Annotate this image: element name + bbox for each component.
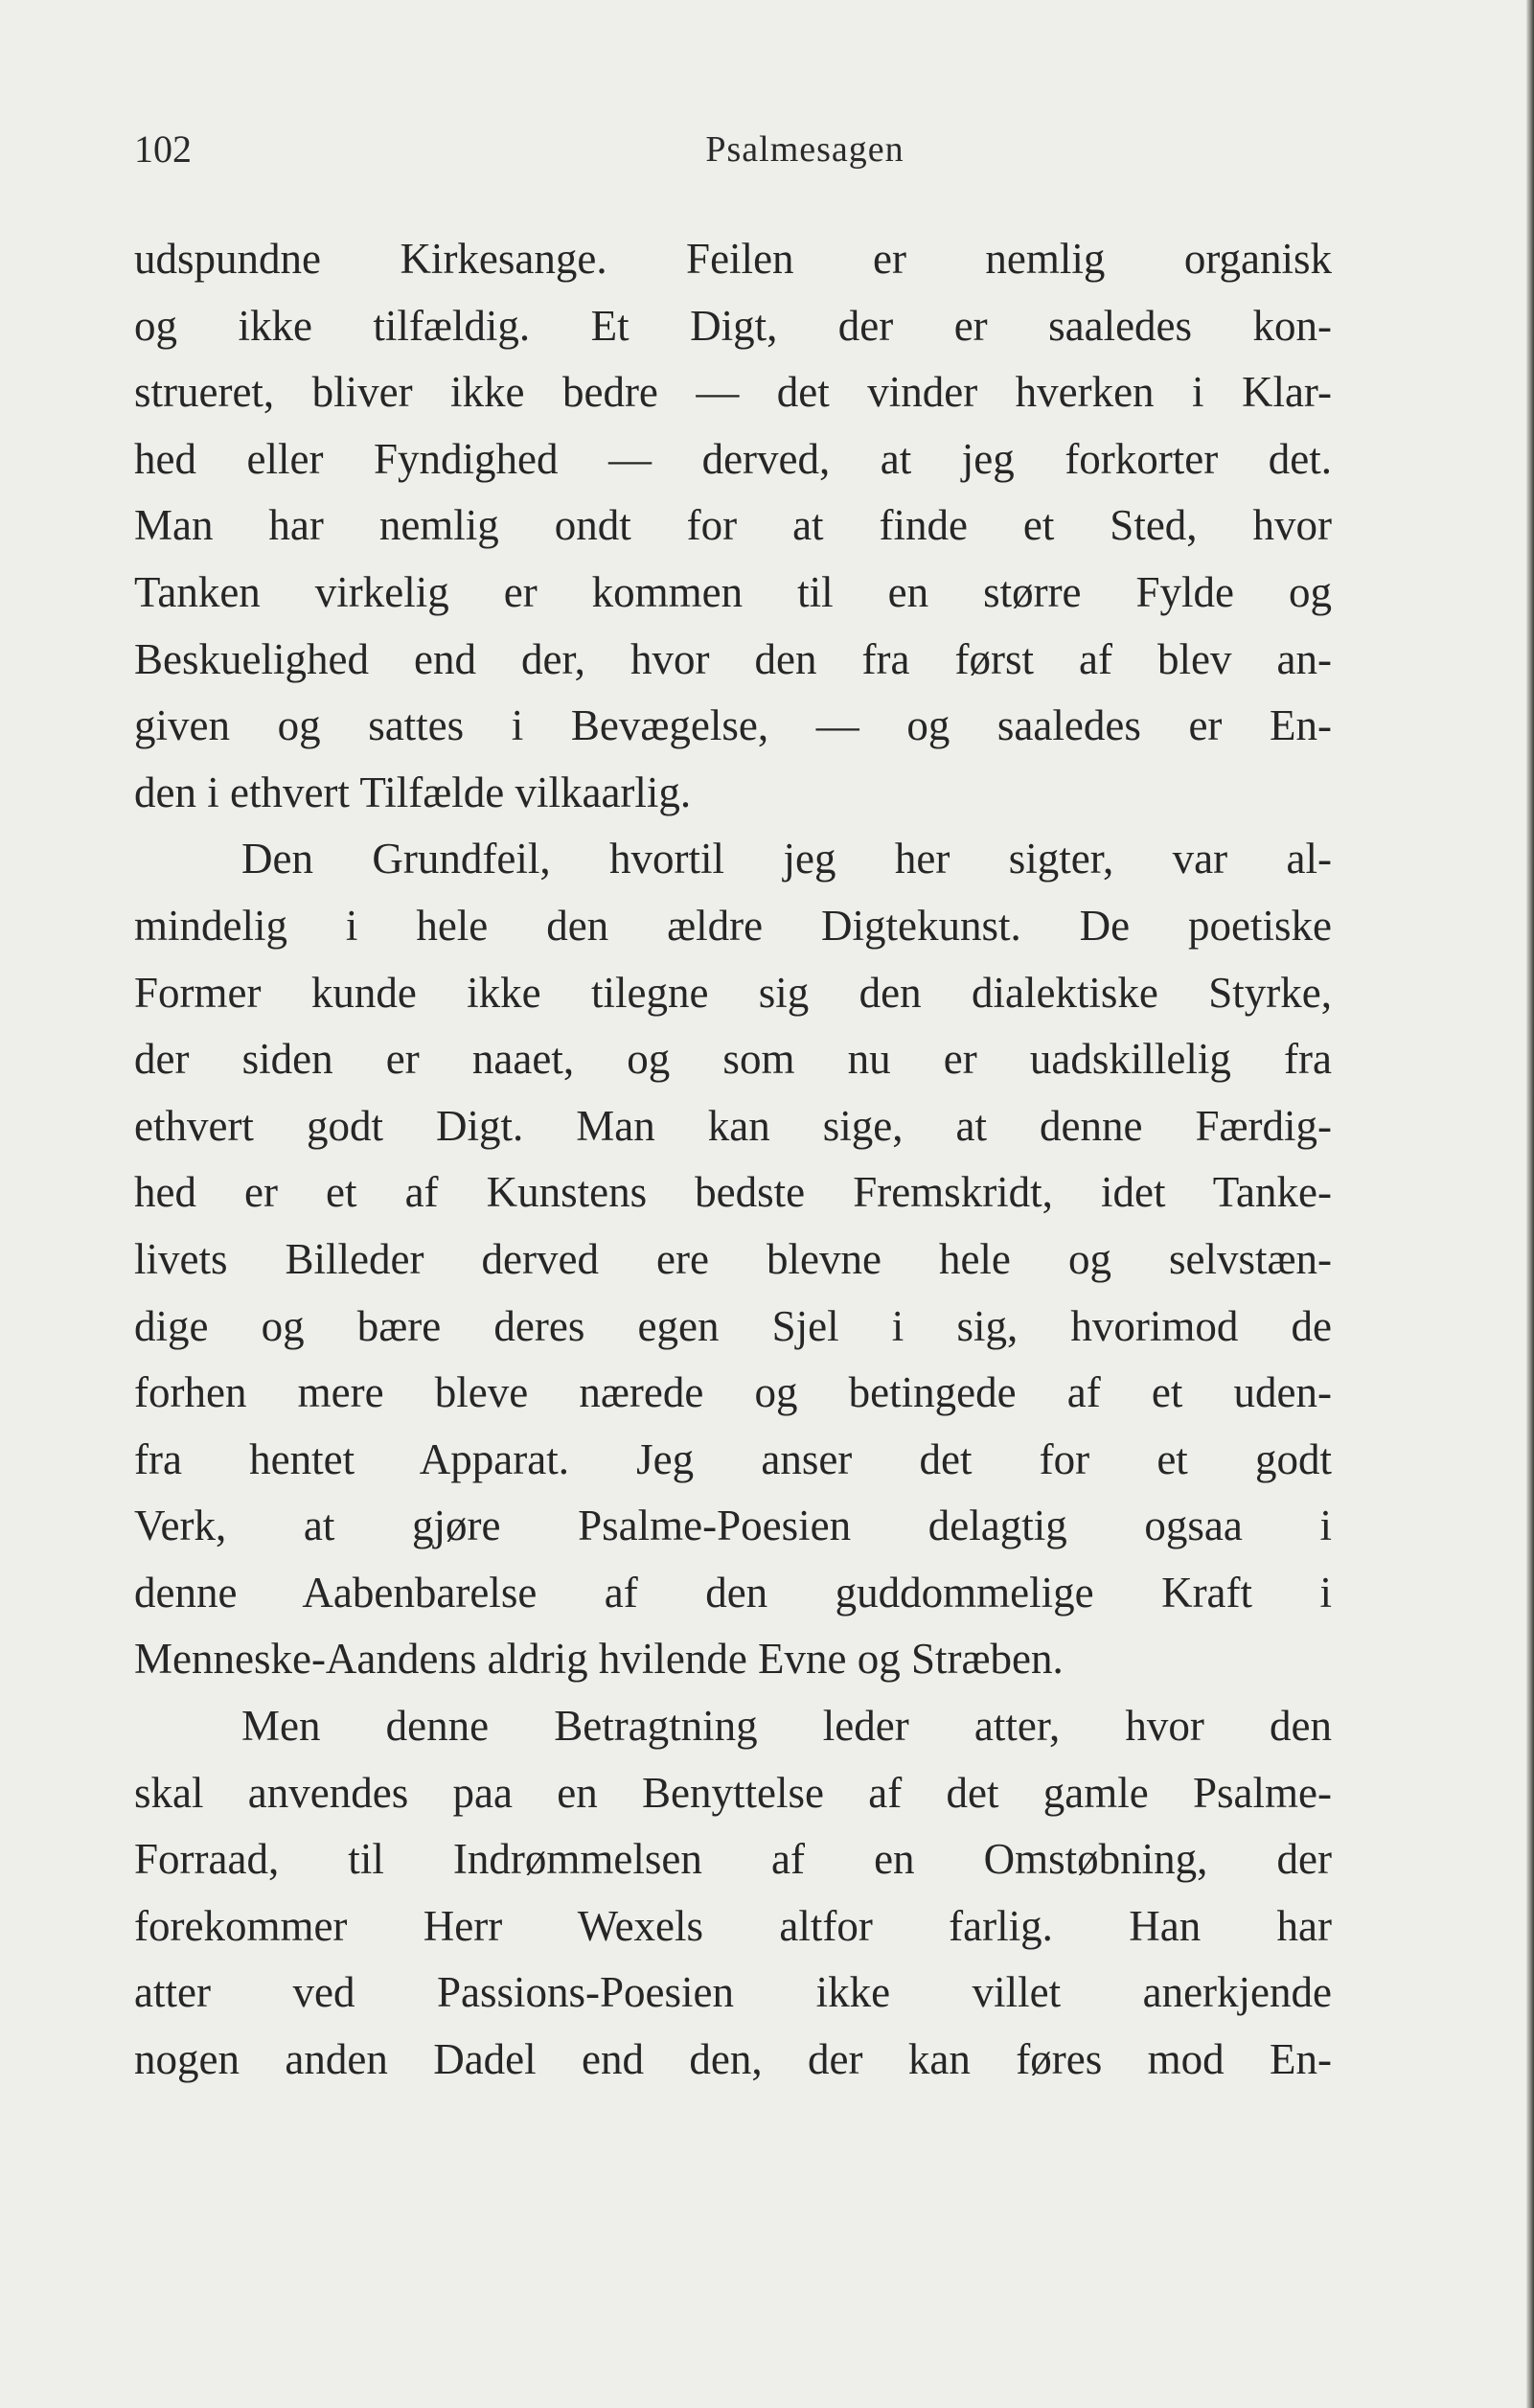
text-line: livets Billeder derved ere blevne hele og selvstæn-	[134, 1234, 1332, 1283]
text-line: den i ethvert Tilfælde vilkaarlig.	[134, 768, 692, 816]
page-edge-shadow	[1526, 0, 1534, 2408]
text-line: skal anvendes paa en Benyttelse af det gamle Psalme-	[134, 1768, 1332, 1817]
text-line: Beskuelighed end der, hvor den fra først af blev an-	[134, 634, 1332, 683]
text-line: Men denne Betragtning leder atter, hvor den	[241, 1702, 1332, 1751]
text-line: forhen mere bleve nærede og betingede af et uden-	[134, 1368, 1332, 1417]
text-line: Tanken virkelig er kommen til en større Fylde og	[134, 567, 1332, 616]
page-number: 102	[134, 127, 192, 171]
text-line: nogen anden Dadel end den, der kan føres mod En-	[134, 2035, 1332, 2084]
text-line: atter ved Passions-Poesien ikke villet anerkjende	[134, 1968, 1332, 2017]
text-line: hed er et af Kunstens bedste Fremskridt, idet Tanke-	[134, 1168, 1332, 1217]
text-line: der siden er naaet, og som nu er uadskillelig fra	[134, 1035, 1332, 1084]
text-line: given og sattes i Bevægelse, — og saaledes er En-	[134, 701, 1332, 750]
body-text	[134, 226, 1332, 2094]
text-line: og ikke tilfældig. Et Digt, der er saaledes kon-	[134, 301, 1332, 350]
text-line: forekommer Herr Wexels altfor farlig. Han har	[134, 1901, 1332, 1950]
text-line: ethvert godt Digt. Man kan sige, at denne Færdig-	[134, 1101, 1332, 1150]
text-line: Man har nemlig ondt for at finde et Sted, hvor	[134, 501, 1332, 550]
text-line: udspundne Kirkesange. Feilen er nemlig organisk	[134, 235, 1332, 283]
text-line: mindelig i hele den ældre Digtekunst. De poetiske	[134, 901, 1332, 950]
text-line: dige og bære deres egen Sjel i sig, hvorimod de	[134, 1301, 1332, 1350]
text-line: hed eller Fyndighed — derved, at jeg forkorter det.	[134, 434, 1332, 483]
text-line: Verk, at gjøre Psalme-Poesien delagtig ogsaa i	[134, 1502, 1332, 1550]
text-line: denne Aabenbarelse af den guddommelige Kraft i	[134, 1568, 1332, 1617]
text-line: Forraad, til Indrømmelsen af en Omstøbning, der	[134, 1835, 1332, 1884]
text-line: Former kunde ikke tilegne sig den dialektiske Styrke,	[134, 968, 1332, 1017]
text-line: fra hentet Apparat. Jeg anser det for et godt	[134, 1434, 1332, 1483]
text-line: Den Grundfeil, hvortil jeg her sigter, var al-	[241, 835, 1332, 883]
text-line: Menneske-Aandens aldrig hvilende Evne og Stræben.	[134, 1635, 1064, 1684]
text-line: strueret, bliver ikke bedre — det vinder hverken i Klar-	[134, 368, 1332, 417]
running-head: Psalmesagen	[705, 129, 904, 170]
page-header	[134, 123, 1332, 176]
